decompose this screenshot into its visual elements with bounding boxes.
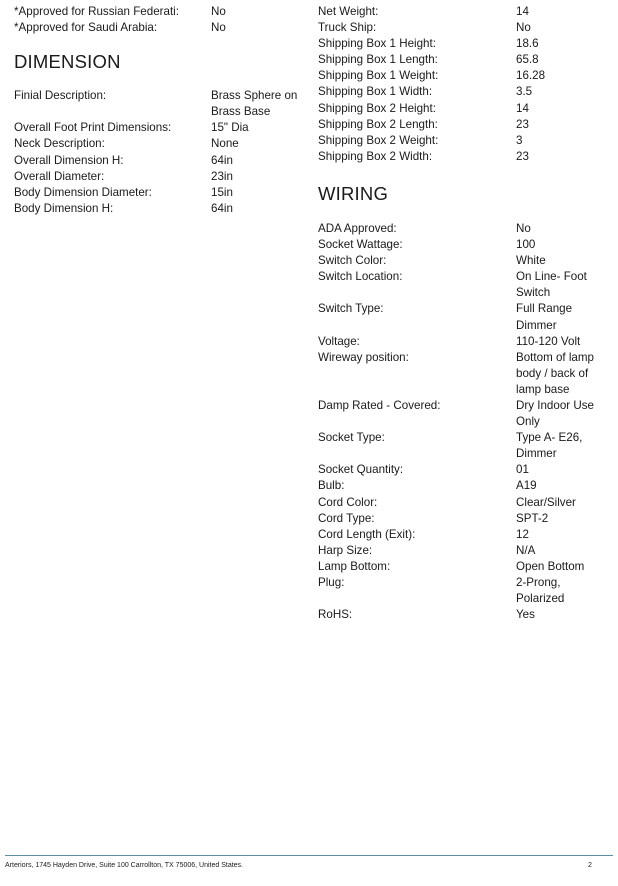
spec-row — [318, 478, 610, 494]
spec-row — [318, 430, 610, 462]
spec-label: Finial Description: — [14, 89, 107, 103]
spec-row — [318, 301, 610, 333]
page-number: 2 — [588, 862, 592, 869]
spec-value: Bottom of lamp body / back of lamp base — [516, 350, 594, 396]
spec-value: 14 — [516, 5, 529, 18]
spec-label: Plug: — [318, 576, 345, 589]
spec-label: Harp Size: — [318, 543, 373, 557]
spec-label: Cord Type: — [318, 511, 375, 525]
spec-row — [14, 136, 306, 152]
spec-row — [318, 350, 610, 398]
spec-value: 65.8 — [516, 53, 539, 67]
spec-label: Lamp Bottom: — [318, 559, 391, 573]
spec-value: 64in — [211, 153, 233, 167]
spec-row — [14, 20, 306, 36]
spec-row — [14, 169, 306, 185]
spec-label: Shipping Box 1 Weight: — [318, 69, 439, 83]
spec-label: RoHS: — [318, 608, 353, 622]
spec-value: Dry Indoor Use Only — [516, 398, 594, 429]
spec-label: *Approved for Russian Federati: — [14, 5, 179, 18]
spec-row — [14, 185, 306, 201]
spec-value: Clear/Silver — [516, 495, 576, 509]
spec-value: No — [211, 5, 226, 18]
spec-label: Bulb: — [318, 479, 345, 493]
spec-value: 23 — [516, 117, 529, 131]
spec-value: No — [516, 21, 531, 35]
spec-row — [318, 20, 610, 36]
dimension-heading: DIMENSION — [14, 51, 121, 73]
spec-label: Shipping Box 2 Weight: — [318, 133, 439, 147]
wiring-heading: WIRING — [318, 182, 389, 204]
spec-value: 110-120 Volt — [516, 334, 581, 348]
spec-row — [318, 149, 610, 165]
spec-value: 23 — [516, 149, 529, 163]
spec-label: Shipping Box 1 Width: — [318, 85, 433, 99]
spec-label: Switch Color: — [318, 254, 387, 268]
spec-label: Shipping Box 2 Height: — [318, 101, 436, 115]
spec-value: On Line- Foot Switch — [516, 270, 587, 300]
spec-label: Shipping Box 2 Width: — [318, 149, 433, 163]
spec-value: Brass Sphere on Brass Base — [211, 89, 298, 119]
spec-row — [318, 575, 610, 607]
spec-row — [318, 237, 610, 253]
spec-row — [318, 495, 610, 511]
spec-row — [318, 36, 610, 52]
spec-label: Shipping Box 1 Height: — [318, 37, 436, 51]
spec-label: Socket Type: — [318, 431, 385, 445]
spec-label: Voltage: — [318, 334, 360, 348]
spec-value: 15" Dia — [211, 121, 249, 135]
spec-row — [318, 334, 610, 350]
spec-label: Cord Length (Exit): — [318, 527, 416, 541]
spec-label: Truck Ship: — [318, 21, 377, 35]
spec-label: Wireway position: — [318, 350, 409, 364]
spec-label: Overall Dimension H: — [14, 153, 124, 167]
spec-label: ADA Approved: — [318, 221, 397, 235]
spec-value: 2-Prong, Polarized — [516, 576, 565, 606]
spec-row — [318, 117, 610, 133]
spec-label: Cord Color: — [318, 495, 378, 509]
spec-row — [14, 153, 306, 169]
spec-value: SPT-2 — [516, 511, 549, 525]
spec-label: Neck Description: — [14, 137, 105, 151]
spec-value: 16.28 — [516, 69, 546, 83]
spec-value: Full Range Dimmer — [516, 302, 573, 332]
spec-row — [318, 559, 610, 575]
spec-value: 01 — [516, 463, 529, 477]
spec-row — [318, 68, 610, 84]
spec-row — [14, 4, 306, 20]
spec-row — [318, 607, 610, 623]
spec-label: Net Weight: — [318, 5, 379, 18]
spec-row — [14, 120, 306, 136]
spec-value: White — [516, 254, 546, 268]
spec-row — [14, 88, 306, 120]
spec-row — [318, 84, 610, 100]
spec-value: A19 — [516, 479, 537, 493]
spec-row — [318, 52, 610, 68]
spec-label: Overall Diameter: — [14, 169, 105, 183]
spec-label: Overall Foot Print Dimensions: — [14, 121, 172, 135]
spec-value: 23in — [211, 169, 233, 183]
spec-value: No — [211, 21, 226, 35]
spec-row — [318, 133, 610, 149]
spec-row — [14, 201, 306, 217]
spec-row — [318, 527, 610, 543]
spec-label: Switch Type: — [318, 302, 384, 316]
spec-value: 64in — [211, 201, 233, 215]
footer-address: Arteriors, 1745 Hayden Drive, Suite 100 Carrollton, TX 75006, United States. — [5, 862, 243, 869]
spec-row — [318, 511, 610, 527]
spec-row — [318, 221, 610, 237]
spec-value: Type A- E26, Dimmer — [516, 431, 583, 461]
spec-value: No — [516, 221, 531, 235]
spec-label: Damp Rated - Covered: — [318, 398, 441, 412]
spec-label: Body Dimension Diameter: — [14, 185, 152, 199]
spec-row — [318, 398, 610, 430]
spec-row — [318, 4, 610, 20]
spec-value: 12 — [516, 527, 529, 541]
right-column — [318, 4, 610, 623]
spec-label: Shipping Box 1 Length: — [318, 53, 438, 67]
spec-row — [318, 543, 610, 559]
spec-label: Socket Quantity: — [318, 463, 404, 477]
spec-label: *Approved for Saudi Arabia: — [14, 21, 158, 35]
spec-label: Socket Wattage: — [318, 238, 403, 252]
spec-label: Switch Location: — [318, 270, 403, 284]
spec-value: 15in — [211, 185, 233, 199]
spec-value: N/A — [516, 543, 536, 557]
spec-label: Shipping Box 2 Length: — [318, 117, 438, 131]
spec-row — [318, 253, 610, 269]
spec-value: Open Bottom — [516, 559, 585, 573]
spec-value: 100 — [516, 238, 536, 252]
spec-row — [318, 462, 610, 478]
spec-value: Yes — [516, 608, 535, 622]
spec-label: Body Dimension H: — [14, 201, 114, 215]
spec-value: 18.6 — [516, 37, 539, 51]
spec-value: 3 — [516, 133, 523, 147]
footer-divider — [5, 855, 613, 856]
left-column — [14, 4, 306, 217]
spec-value: 3.5 — [516, 85, 533, 99]
spec-row — [318, 101, 610, 117]
spec-value: None — [211, 137, 239, 151]
spec-value: 14 — [516, 101, 529, 115]
spec-row — [318, 269, 610, 301]
